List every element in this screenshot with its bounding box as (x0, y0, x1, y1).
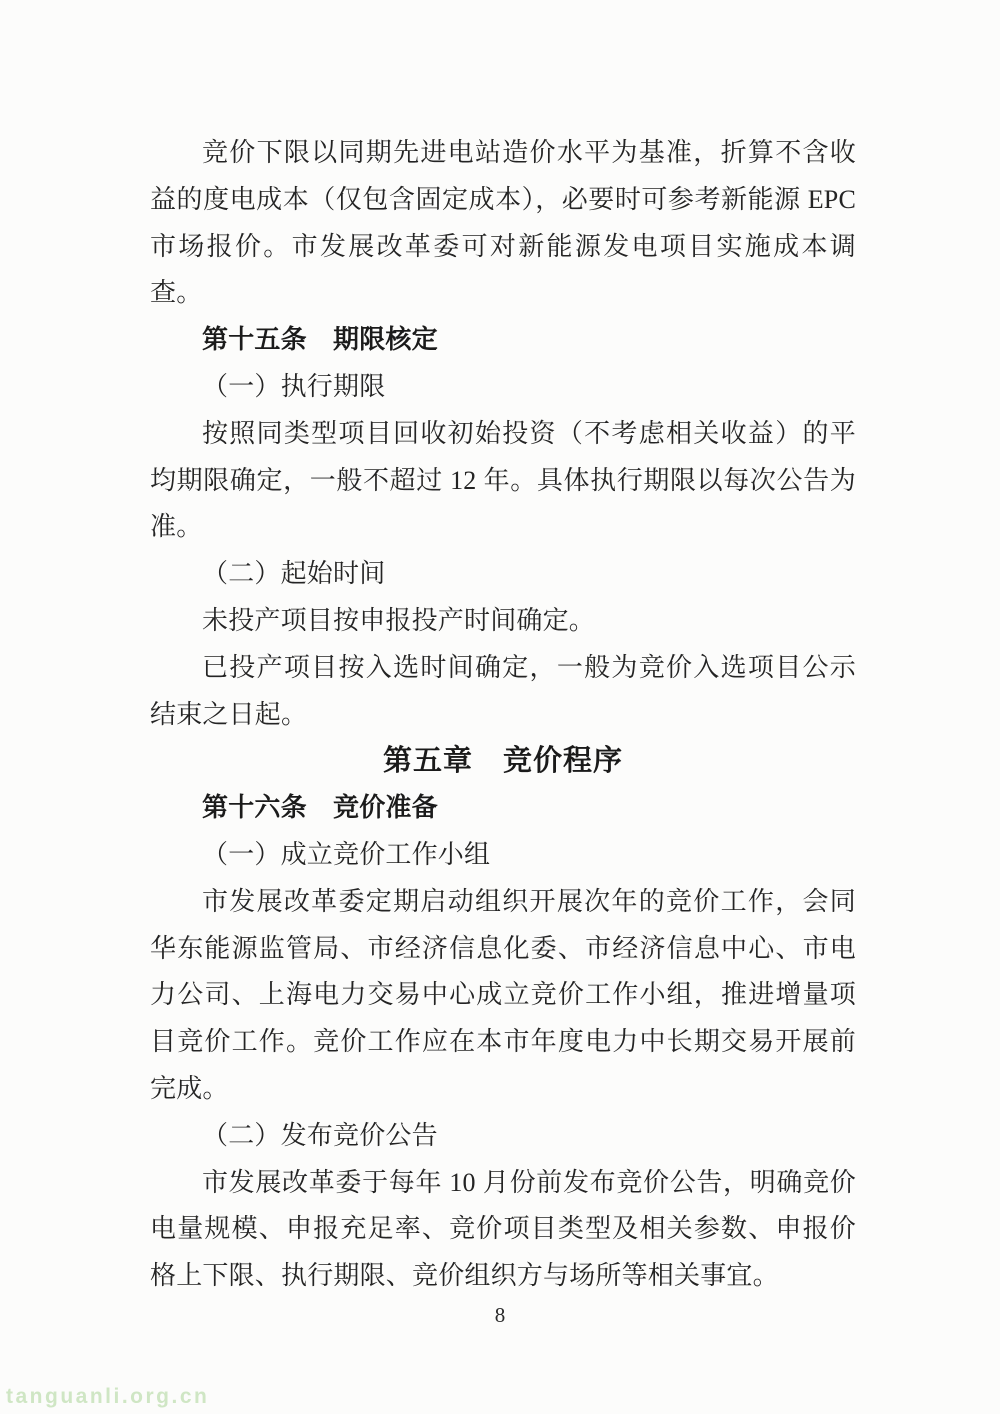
list-item-2-announcement: （二）发布竞价公告 (202, 1120, 438, 1150)
document-body (150, 130, 856, 1300)
paragraph: 竞价下限以同期先进电站造价水平为基准，折算不含收益的度电成本（仅包含固定成本），必要时可参考新能源 EPC 市场报价。市发展改革委可对新能源发电项目实施成本调查。 (150, 138, 856, 308)
paragraph: 按照同类型项目回收初始投资（不考虑相关收益）的平均期限确定，一般不超过 12 年。具体执行期限以每次公告为准。 (150, 418, 856, 542)
paragraph: 未投产项目按申报投产时间确定。 (202, 605, 596, 635)
paragraph: 市发展改革委于每年 10 月份前发布竞价公告，明确竞价电量规模、申报充足率、竞价项目类型及相关参数、申报价格上下限、执行期限、竞价组织方与场所等相关事宜。 (150, 1167, 856, 1291)
paragraph: 已投产项目按入选时间确定，一般为竞价入选项目公示结束之日起。 (150, 652, 856, 729)
article-heading-15: 第十五条 期限核定 (202, 325, 438, 355)
article-heading-16: 第十六条 竞价准备 (202, 793, 438, 823)
paragraph: 市发展改革委定期启动组织开展次年的竞价工作，会同华东能源监管局、市经济信息化委、市经济信息中心、市电力公司、上海电力交易中心成立竞价工作小组，推进增量项目竞价工作。竞价工作应在本市年度电力中长期交易开展前完成。 (150, 886, 856, 1103)
page-number: 8 (494, 1303, 506, 1327)
list-item-2-start-time: （二）起始时间 (202, 559, 386, 589)
list-item-1-working-group: （一）成立竞价工作小组 (202, 839, 491, 869)
watermark-text: tanguanli.org.cn (6, 1385, 210, 1408)
chapter-heading-5: 第五章 竞价程序 (382, 745, 623, 778)
list-item-1-execution-period: （一）执行期限 (202, 371, 386, 401)
